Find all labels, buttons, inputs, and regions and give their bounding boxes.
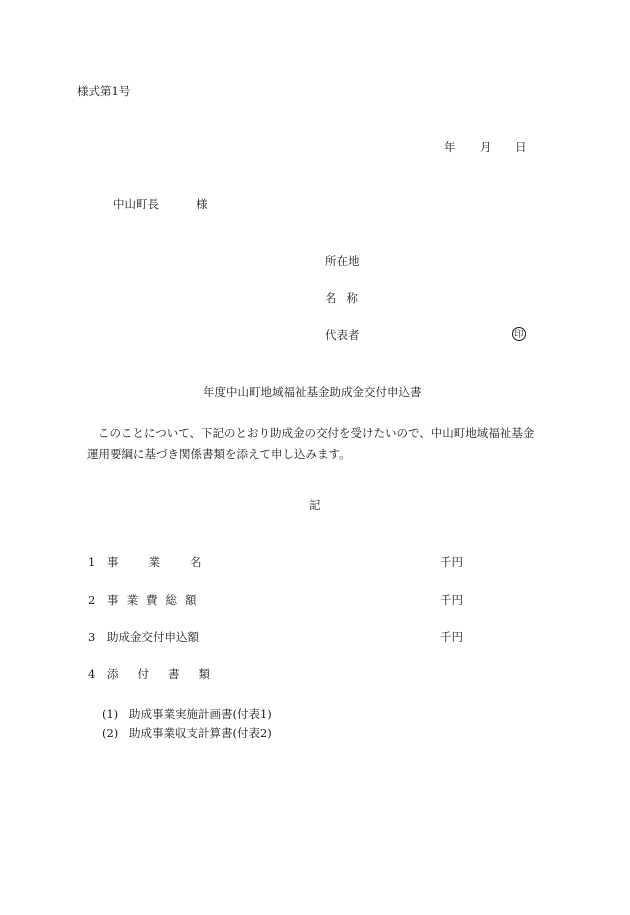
attachment-label: 助成事業実施計画書(付表1) (129, 707, 272, 721)
item-number: 1 (88, 555, 96, 569)
item-unit: 千円 (440, 593, 463, 607)
form-number: 様式第1号 (77, 84, 131, 98)
document-title: 年度中山町地域福祉基金助成金交付申込書 (203, 385, 422, 399)
item-label-project-name: 事業名 (107, 555, 232, 569)
date-day-label: 日 (515, 140, 527, 154)
item-unit: 千円 (440, 630, 463, 644)
applicant-address-label: 所在地 (325, 254, 360, 268)
item-number: 4 (88, 667, 96, 681)
body-paragraph: このことについて、下記のとおり助成金の交付を受けたいので、中山町地域福祉基金運用要綱に基づき関係書類を添えて申し込みます。 (87, 426, 535, 461)
item-label-total-cost: 事業費総額 (107, 593, 205, 607)
item-number: 2 (88, 593, 96, 607)
item-label-grant-amount: 助成金交付申込額 (107, 630, 199, 644)
item-number: 3 (88, 630, 96, 644)
attachment-number: (2) (102, 726, 119, 740)
seal-mark-icon: 印 (512, 327, 526, 341)
applicant-representative-label: 代表者 (325, 328, 360, 342)
item-unit: 千円 (440, 555, 463, 569)
ki-heading: 記 (309, 498, 321, 512)
attachment-label: 助成事業収支計算書(付表2) (129, 726, 272, 740)
addressee-name: 中山町長 (113, 197, 159, 211)
addressee-honorific: 様 (196, 197, 208, 211)
date-year-label: 年 (444, 140, 456, 154)
item-label-attachments: 添付書類 (107, 667, 229, 681)
attachment-number: (1) (102, 707, 119, 721)
date-month-label: 月 (480, 140, 492, 154)
applicant-name-label: 名称 (325, 291, 368, 305)
